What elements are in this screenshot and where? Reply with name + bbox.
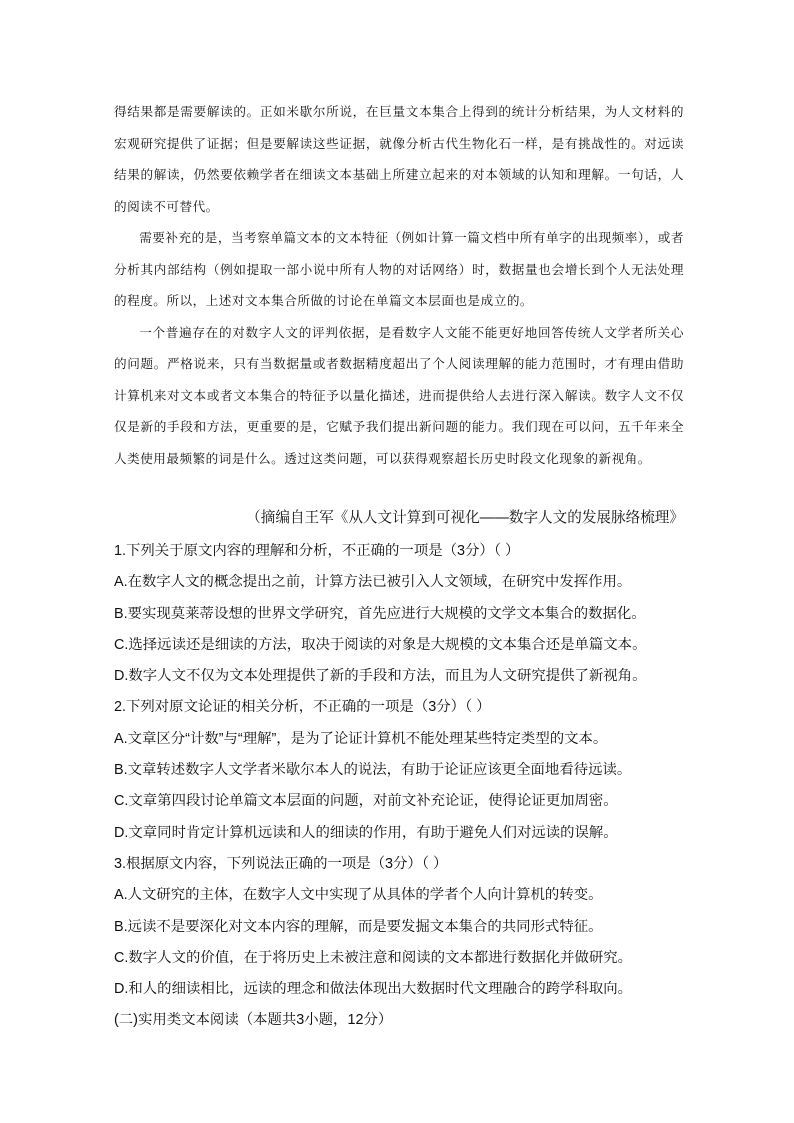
question-2-stem: 2.下列对原文论证的相关分析，不正确的一项是（3分）（ ） — [114, 699, 491, 716]
question-3-option-c: C.数字人文的价值，在于将历史上未被注意和阅读的文本都进行数据化并做研究。 — [114, 949, 633, 966]
passage-paragraph-3: 一个普遍存在的对数字人文的评判依据，是看数字人文能不能更好地回答传统人文学者所关心的问题。严格说来，只有当数据量或者数据精度超出了个人阅读理解的能力范围时，才有理由借助计算机来对文本或者文本集合的特征予以量化描述，进而提供给人去进行深入解读。数字人文不仅仅是新的手段和方法，更重要的是，它赋予我们提出新问题的能力。我们现在可以问，五千年来全人类使用最频繁的词是什么。透过这类问题，可以获得观察超长历史时段文化现象的新视角。 — [114, 324, 684, 466]
question-2-option-b: B.文章转述数字人文学者米歇尔本人的说法，有助于论证应该更全面地看待远读。 — [114, 762, 632, 779]
question-1-option-c: C.选择远读还是细读的方法，取决于阅读的对象是大规模的文本集合还是单篇文本。 — [114, 636, 647, 653]
question-1-option-a: A.在数字人文的概念提出之前，计算方法已被引入人文领域，在研究中发挥作用。 — [114, 574, 632, 591]
question-2-option-c: C.文章第四段讨论单篇文本层面的问题，对前文补充论证，使得论证更加周密。 — [114, 793, 618, 810]
passage-paragraph-2: 需要补充的是，当考察单篇文本的文本特征（例如计算一篇文档中所有单字的出现频率），或者分析其内部结构（例如提取一部小说中所有人物的对话网络）时，数据量也会增长到个人无法处理的程度。所以，上述对文本集合所做的讨论在单篇文本层面也是成立的。 — [114, 230, 684, 308]
passage-paragraph-1: 得结果都是需要解读的。正如米歇尔所说，在巨量文本集合上得到的统计分析结果，为人文材料的宏观研究提供了证据；但是要解读这些证据，就像分析古代生物化石一样，是有挑战性的。对远读结果的解读，仍然要依赖学者在细读文本基础上所建立起来的对本领域的认知和理解。一句话，人的阅读不可替代。 — [114, 104, 684, 214]
question-2-option-a: A.文章区分“计数”与“理解”，是为了论证计算机不能处理某些特定类型的文本。 — [114, 730, 608, 747]
question-3-option-d: D.和人的细读相比，远读的理念和做法体现出大数据时代文理融合的跨学科取向。 — [114, 981, 633, 998]
question-1-option-d: D.数字人文不仅为文本处理提供了新的手段和方法，而且为人文研究提供了新视角。 — [114, 668, 647, 685]
question-3-option-b: B.远读不是要深化对文本内容的理解，而是要发掘文本集合的共同形式特征。 — [114, 918, 603, 935]
question-3-option-a: A.人文研究的主体，在数字人文中实现了从具体的学者个人向计算机的转变。 — [114, 887, 603, 904]
passage-source-citation: （摘编自王军《从人文计算到可视化——数字人文的发展脉络梳理》 — [246, 510, 684, 526]
question-2-option-d: D.文章同时肯定计算机远读和人的细读的作用，有助于避免人们对远读的误解。 — [114, 824, 618, 841]
reading-passage — [114, 96, 684, 474]
section-heading-practical-reading: (二)实用类文本阅读（本题共3小题，12分） — [114, 1012, 393, 1029]
question-list — [114, 536, 684, 1037]
question-3-stem: 3.根据原文内容，下列说法正确的一项是（3分）（ ） — [114, 855, 448, 872]
question-1-stem: 1.下列关于原文内容的理解和分析，不正确的一项是（3分）（ ） — [114, 543, 520, 559]
question-1-option-b: B.要实现莫莱蒂设想的世界文学研究，首先应进行大规模的文学文本集合的数据化。 — [114, 605, 646, 622]
